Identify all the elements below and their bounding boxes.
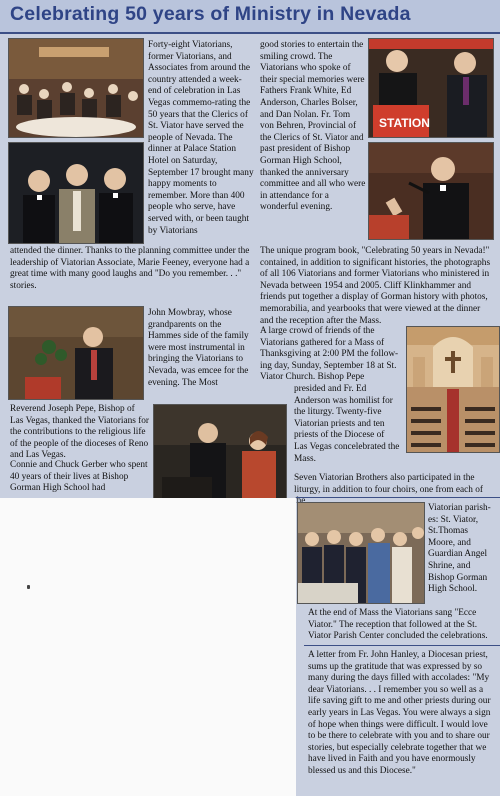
article-paragraph-c2d: presided and Fr. Ed Anderson was homilist for the liturgy. Twenty-five Viatorian priests and ten priests of the Diocese of Las Vegas concelebrated the Mass. [294,384,400,464]
section-divider-2 [304,645,500,646]
emcee-photo [8,306,144,400]
article-paragraph-c2g: At the end of Mass the Viatorians sang "Ecce Viator." The reception that followed at the St. Viator Parish Center concluded the celebrations. [308,608,488,642]
article-paragraph-1: Forty-eight Viatorians, former Viatorians, and Associates from around the country attended a week-end of celebration in Las Vegas commemo-rating the 50 years that the Clerics of St. Viator have served the people of Nevada. The dinner at Palace Station Hotel on Saturday, September 17 brought many happy moments to remember. More than 400 people who serve, have served with, or been taught by Viatorians [148,40,254,236]
congregation-photo [297,502,425,604]
article-paragraph-c2a: good stories to entertain the smiling crowd. The Viatorians who spoke of their special memories were Fathers Frank White, Ed Anderson, Charles Bolser, and Dan Nolan. Fr. Tom von Behren, Provincial of the Clerics of St. Viator and past president of Bishop Gorman High School, thanked the anniversary committee and all who were in attendance for a wonderful evening. [260,40,366,213]
article-paragraph-c2e: Seven Viatorian Brothers also participated in the liturgy, in addition to four choirs, one from each of [294,473,483,495]
article-paragraph-2: John Mowbray, whose grandparents on the Hammes side of the family were most instrumental in bringing the Viatorians to Nevada, was emcee for the evening. The Most [148,308,249,388]
article-paragraph-3: Reverend Joseph Pepe, Bishop of Las Vegas, thanked the Viatorians for the contributions to the religious life of the people of the dioceses of Reno and Las Vegas. [10,404,150,461]
article-paragraph-c2f: Viatorian parish-es: St. Viator, St.Thomas Moore, and Guardian Angel Shrine, and Bishop Gorman High School. [428,503,491,595]
title-bar [0,0,500,34]
page-title: Celebrating 50 years of Ministry in Nevada [10,3,411,25]
section-divider [296,497,500,498]
three-men-photo [8,142,144,244]
print-speck [27,585,30,589]
couple-at-podium-photo [153,404,287,506]
blank-area [0,498,296,796]
article-paragraph-4: Connie and Chuck Gerber who spent 40 years of their lives at Bishop Gorman High School had [10,460,148,494]
article-paragraph-c2h: A letter from Fr. John Hanley, a Diocesan priest, sums up the gratitude that was expressed by so many during the days filled with accolades: "My dear Viatorians. . . I remember you so well as a life saving gift to me and other priests during our early years in Las Vegas. You were always a sign of hope when things were difficult. I would love to be there to celebrate with you and to share our stories, but especially celebrate together that we have lived in Faith and you have enormously blessed us and this Diocese." [308,650,491,776]
article-paragraph-c2c: A large crowd of friends of the Viatorians gathered for a Mass of Thanksgiving at 2:00 PM the follow-ing day, Sunday, September 18 at St. Viator Church. Bishop Pepe [260,326,399,383]
article-paragraph-c2b: The unique program book, "Celebrating 50 years in Nevada!" contained, in addition to significant histories, the photographs of all 106 Viatorians and former Viatorians who ministered in Nevada between 1954 and 2005. Cliff Klinkhammer and friends put together a display of Gorman history with photos, memorabilia, and yearbooks that were viewed at the dinner and the reception after the Mass. [260,246,491,326]
man-at-podium-photo [368,38,494,138]
svg-text:STATION: STATION [379,116,430,130]
church-interior-photo [406,326,500,453]
dinner-crowd-photo [8,38,144,138]
article-paragraph-1b: attended the dinner. Thanks to the planning committee under the leadership of Viatorian Associate, Marie Feeney, everyone had a great time with many good laughs and "Do you remember. . ." stories. [10,246,250,291]
man-speaking-photo [368,142,494,240]
